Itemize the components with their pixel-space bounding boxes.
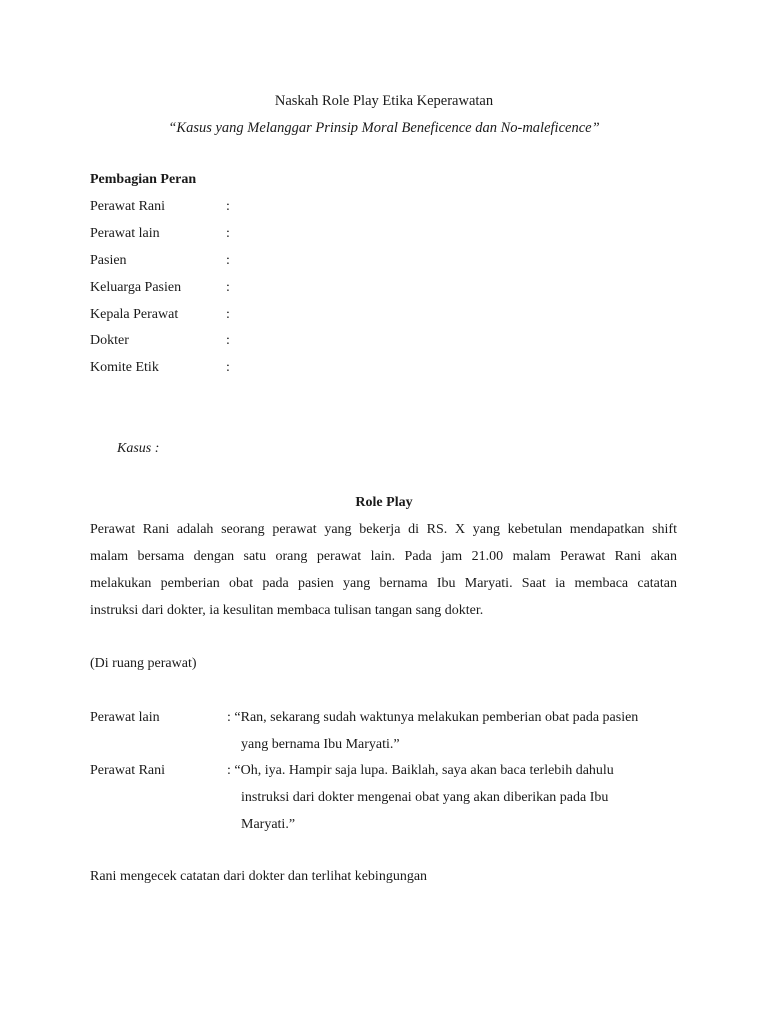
role-name: Komite Etik xyxy=(90,360,159,375)
closing-direction: Rani mengecek catatan dari dokter dan terlihat kebingungan xyxy=(90,869,428,884)
role-colon: : xyxy=(226,360,230,375)
roles-heading: Pembagian Peran xyxy=(90,172,197,187)
dialogue-line: instruksi dari dokter mengenai obat yang akan diberikan pada Ibu xyxy=(241,790,609,805)
dialogue-line: : “Oh, iya. Hampir saja lupa. Baiklah, saya akan baca terlebih dahulu xyxy=(227,763,614,778)
dialogue-speaker: Perawat lain xyxy=(90,710,160,725)
dialogue-line: yang bernama Ibu Maryati.” xyxy=(241,737,400,752)
role-name: Kepala Perawat xyxy=(90,307,179,322)
role-name: Perawat lain xyxy=(90,226,160,241)
role-name: Pasien xyxy=(90,253,127,268)
role-name: Keluarga Pasien xyxy=(90,280,182,295)
role-colon: : xyxy=(226,280,230,295)
intro-line: Perawat Rani adalah seorang perawat yang bekerja di RS. X yang kebetulan mendapatkan shift xyxy=(90,522,677,537)
intro-line: melakukan pemberian obat pada pasien yang bernama Ibu Maryati. Saat ia membaca catatan xyxy=(90,576,677,591)
intro-paragraph xyxy=(90,516,677,624)
intro-line: malam bersama dengan satu orang perawat lain. Pada jam 21.00 malam Perawat Rani akan xyxy=(90,549,677,564)
dialogue-text xyxy=(227,704,687,758)
role-colon: : xyxy=(226,253,230,268)
dialogue-line: : “Ran, sekarang sudah waktunya melakukan pemberian obat pada pasien xyxy=(227,710,639,725)
role-name: Perawat Rani xyxy=(90,199,166,214)
roleplay-heading: Role Play xyxy=(355,495,413,510)
document-subtitle: “Kasus yang Melanggar Prinsip Moral Beneficence dan No-maleficence” xyxy=(168,120,600,136)
dialogue-line: Maryati.” xyxy=(241,817,296,832)
document-title: Naskah Role Play Etika Keperawatan xyxy=(274,93,494,109)
role-colon: : xyxy=(226,199,230,214)
dialogue-text xyxy=(227,757,687,838)
role-colon: : xyxy=(226,226,230,241)
role-colon: : xyxy=(226,333,230,348)
role-colon: : xyxy=(226,307,230,322)
scene-direction: (Di ruang perawat) xyxy=(90,656,197,671)
dialogue-speaker: Perawat Rani xyxy=(90,763,166,778)
role-name: Dokter xyxy=(90,333,129,348)
case-label: Kasus : xyxy=(117,441,160,456)
intro-line: instruksi dari dokter, ia kesulitan membaca tulisan tangan sang dokter. xyxy=(90,603,484,618)
